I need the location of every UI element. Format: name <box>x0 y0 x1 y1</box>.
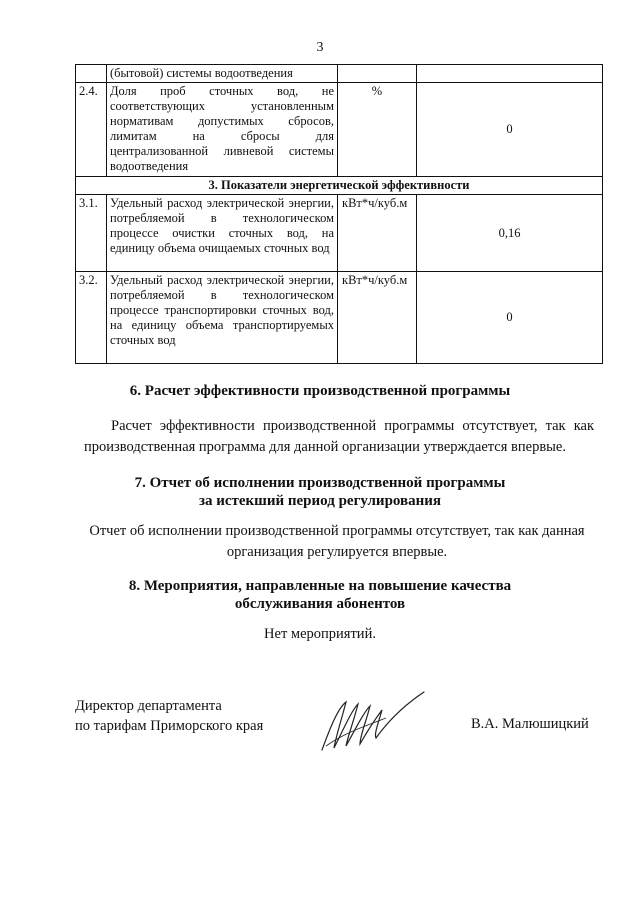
table-row <box>76 83 603 177</box>
signatory-position: Директор департамента по тарифам Приморского края <box>75 698 264 734</box>
indicator-name: Доля проб сточных вод, не соответствующих установленным нормативам допустимых сбросов, лимитам на сбросы для централизованной ливневой системы водоотведения <box>107 83 338 177</box>
indicator-name: Удельный расход электрической энергии, потребляемой в технологическом процессе транспортировки сточных вод, на единицу объема транспортируемых сточных вод <box>107 272 338 364</box>
section7-heading-line1: 7. Отчет об исполнении производственной программы <box>134 475 506 491</box>
indicator-value: 0,16 <box>417 195 603 272</box>
section6-text: Расчет эффективности производственной программы отсутствует, так как производственная программа для данной организации утверждается впервые. <box>84 418 594 455</box>
section8-text: Нет мероприятий. <box>264 626 376 642</box>
row-number: 2.4. <box>76 83 107 177</box>
unit: % <box>338 83 417 177</box>
table-row <box>76 65 603 83</box>
signatory-name: В.А. Малюшицкий <box>471 716 589 732</box>
indicator-value: 0 <box>417 83 603 177</box>
unit: кВт*ч/куб.м <box>338 272 417 364</box>
handwritten-signature <box>316 688 426 758</box>
row-number <box>76 65 107 83</box>
indicators-table <box>75 64 603 364</box>
section8-heading-line2: обслуживания абонентов <box>234 596 406 612</box>
section7-heading-line2: за истекший период регулирования <box>198 493 442 509</box>
indicator-name: (бытовой) системы водоотведения <box>107 65 338 83</box>
indicator-value: 0 <box>417 272 603 364</box>
section-title: 3. Показатели энергетической эффективности <box>76 177 603 195</box>
section7-text: Отчет об исполнении производственной программы отсутствует, так как данная организация регулируется впервые. <box>89 523 585 560</box>
page-number: 3 <box>316 40 324 55</box>
row-number: 3.2. <box>76 272 107 364</box>
section-row <box>76 177 603 195</box>
section8-heading-line1: 8. Мероприятия, направленные на повышение качества <box>128 578 512 594</box>
unit: кВт*ч/куб.м <box>338 195 417 272</box>
indicator-name: Удельный расход электрической энергии, потребляемой в технологическом процессе очистки сточных вод, на единицу объема очищаемых сточных вод <box>107 195 338 272</box>
row-number: 3.1. <box>76 195 107 272</box>
table-row <box>76 195 603 272</box>
section6-heading: 6. Расчет эффективности производственной программы <box>129 383 511 399</box>
table-row <box>76 272 603 364</box>
